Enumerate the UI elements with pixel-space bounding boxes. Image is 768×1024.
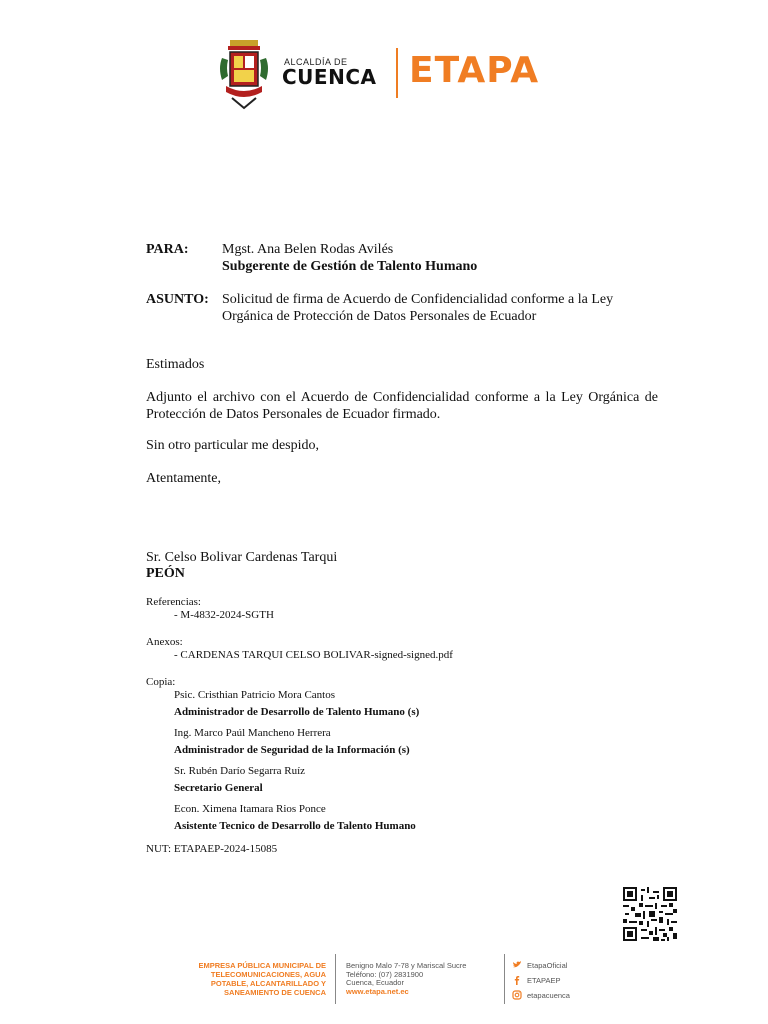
footer-company-line: TELECOMUNICACIONES, AGUA bbox=[210, 970, 326, 979]
etapa-logo-text: ETAPA bbox=[409, 50, 540, 91]
asunto-line-1: Solicitud de firma de Acuerdo de Confidencialidad conforme a la Ley bbox=[222, 292, 614, 307]
alcaldia-small-text: ALCALDÍA DE bbox=[284, 57, 348, 67]
copy-title-line bbox=[174, 702, 419, 720]
copy-title: Administrador de Seguridad de la Información bbox=[174, 744, 396, 756]
asunto-line-2: Orgánica de Protección de Datos Personales de Ecuador bbox=[222, 309, 537, 324]
footer-address-line: Cuenca, Ecuador bbox=[346, 978, 404, 987]
closing-line: Sin otro particular me despido, bbox=[146, 438, 320, 453]
para-title: Subgerente de Gestión de Talento Humano bbox=[222, 259, 478, 274]
reference-item: - M-4832-2024-SGTH bbox=[174, 609, 274, 621]
social-handle: etapacuenca bbox=[527, 990, 570, 1000]
para-label: PARA: bbox=[146, 242, 189, 257]
copies-label: Copia: bbox=[146, 676, 176, 688]
greeting: Estimados bbox=[146, 357, 205, 372]
body-paragraph: Adjunto el archivo con el Acuerdo de Confidencialidad conforme a la Ley Orgánica de Protección de Datos Personales de Ecuador firmado. bbox=[146, 390, 658, 422]
annexes-label: Anexos: bbox=[146, 636, 183, 648]
signer-name: Sr. Celso Bolivar Cardenas Tarqui bbox=[146, 550, 338, 565]
copy-title-line bbox=[174, 816, 416, 834]
facebook-icon bbox=[512, 975, 522, 985]
footer-company-line: EMPRESA PÚBLICA MUNICIPAL DE bbox=[198, 961, 326, 970]
alcaldia-city-name: CUENCA bbox=[282, 65, 377, 89]
footer-address bbox=[346, 962, 466, 996]
footer-address-line: Teléfono: (07) 2831900 bbox=[346, 969, 424, 979]
copy-name: Psic. Cristhian Patricio Mora Cantos bbox=[174, 689, 336, 701]
closing-salutation: Atentamente, bbox=[146, 471, 222, 486]
cuenca-crest-logo bbox=[218, 38, 270, 110]
copy-name: Ing. Marco Paúl Mancheno Herrera bbox=[174, 727, 331, 739]
para-name: Mgst. Ana Belen Rodas Avilés bbox=[222, 242, 394, 257]
footer-divider bbox=[335, 954, 336, 1004]
footer-company-line: POTABLE, ALCANTARILLADO Y bbox=[210, 979, 326, 988]
header-divider bbox=[396, 48, 398, 98]
social-twitter[interactable] bbox=[512, 960, 567, 970]
footer-divider bbox=[504, 954, 505, 1004]
copy-title-line bbox=[174, 740, 410, 758]
copy-suffix: (s) bbox=[404, 706, 420, 718]
qr-code bbox=[623, 887, 677, 941]
twitter-icon bbox=[512, 960, 522, 970]
copy-title-line bbox=[174, 778, 263, 796]
copy-suffix: (s) bbox=[395, 744, 410, 756]
instagram-icon bbox=[512, 990, 522, 1000]
copy-name: Sr. Rubén Darío Segarra Ruíz bbox=[174, 765, 306, 777]
signer-title: PEÓN bbox=[146, 566, 185, 581]
social-instagram[interactable] bbox=[512, 990, 570, 1000]
annex-item: - CARDENAS TARQUI CELSO BOLIVAR-signed-signed.pdf bbox=[174, 649, 453, 661]
footer-company-line: SANEAMIENTO DE CUENCA bbox=[224, 988, 326, 997]
copy-title: Administrador de Desarrollo de Talento Humano bbox=[174, 706, 405, 718]
references-label: Referencias: bbox=[146, 596, 201, 608]
social-handle: ETAPAEP bbox=[527, 975, 561, 985]
social-handle: EtapaOficial bbox=[527, 960, 568, 970]
copy-name: Econ. Ximena Itamara Rios Ponce bbox=[174, 803, 326, 815]
footer-company-name bbox=[190, 961, 326, 997]
asunto-label: ASUNTO: bbox=[146, 292, 209, 307]
copy-title: Asistente Tecnico de Desarrollo de Talento Humano bbox=[174, 820, 416, 832]
footer-address-line: Benigno Malo 7-78 y Mariscal Sucre bbox=[346, 961, 467, 970]
footer-website-link[interactable]: www.etapa.net.ec bbox=[346, 986, 409, 996]
copy-title: Secretario General bbox=[174, 782, 263, 794]
social-facebook[interactable] bbox=[512, 975, 560, 985]
nut-code: NUT: ETAPAEP-2024-15085 bbox=[146, 843, 278, 855]
